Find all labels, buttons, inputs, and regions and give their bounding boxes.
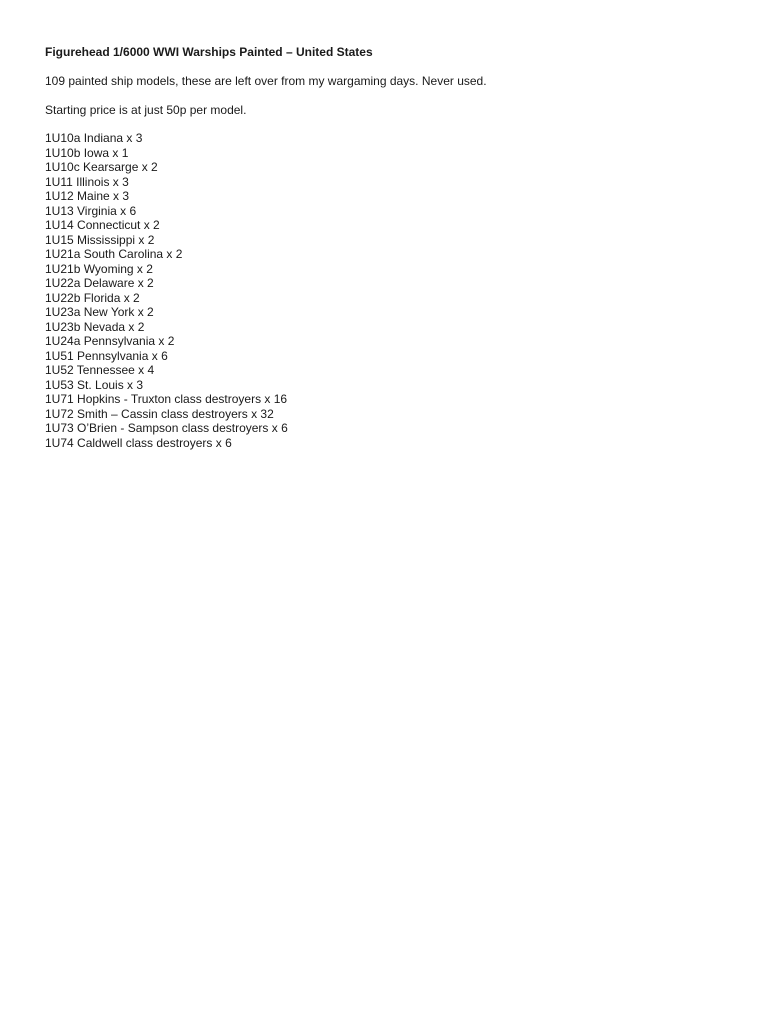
list-item: 1U21a South Carolina x 2 — [45, 247, 183, 261]
list-item: 1U10c Kearsarge x 2 — [45, 160, 158, 174]
list-item: 1U22b Florida x 2 — [45, 290, 140, 305]
document-title: Figurehead 1/6000 WWI Warships Painted – United States — [45, 45, 373, 59]
list-item: 1U15 Mississippi x 2 — [45, 232, 155, 247]
list-item: 1U10a Indiana x 3 — [45, 131, 143, 145]
list-item: 1U24a Pennsylvania x 2 — [45, 334, 175, 348]
list-item: 1U11 Illinois x 3 — [45, 174, 129, 189]
list-item: 1U14 Connecticut x 2 — [45, 218, 160, 232]
list-item: 1U52 Tennessee x 4 — [45, 363, 155, 377]
intro-paragraph: 109 painted ship models, these are left over from my wargaming days. Never used. — [45, 74, 487, 88]
list-item: 1U10b Iowa x 1 — [45, 145, 129, 160]
ship-model-list — [45, 131, 735, 450]
list-item: 1U73 O’Brien - Sampson class destroyers x 6 — [45, 421, 288, 435]
price-paragraph: Starting price is at just 50p per model. — [45, 103, 247, 117]
list-item: 1U22a Delaware x 2 — [45, 276, 154, 290]
list-item: 1U71 Hopkins - Truxton class destroyers x 16 — [45, 392, 288, 406]
document-page — [45, 44, 735, 450]
list-item: 1U21b Wyoming x 2 — [45, 261, 153, 276]
list-item: 1U53 St. Louis x 3 — [45, 377, 144, 392]
list-item: 1U51 Pennsylvania x 6 — [45, 348, 168, 363]
list-item: 1U12 Maine x 3 — [45, 189, 130, 203]
list-item: 1U23b Nevada x 2 — [45, 319, 145, 334]
list-item: 1U72 Smith – Cassin class destroyers x 32 — [45, 406, 274, 421]
list-item: 1U74 Caldwell class destroyers x 6 — [45, 435, 232, 450]
list-item: 1U13 Virginia x 6 — [45, 203, 137, 218]
list-item: 1U23a New York x 2 — [45, 305, 154, 319]
